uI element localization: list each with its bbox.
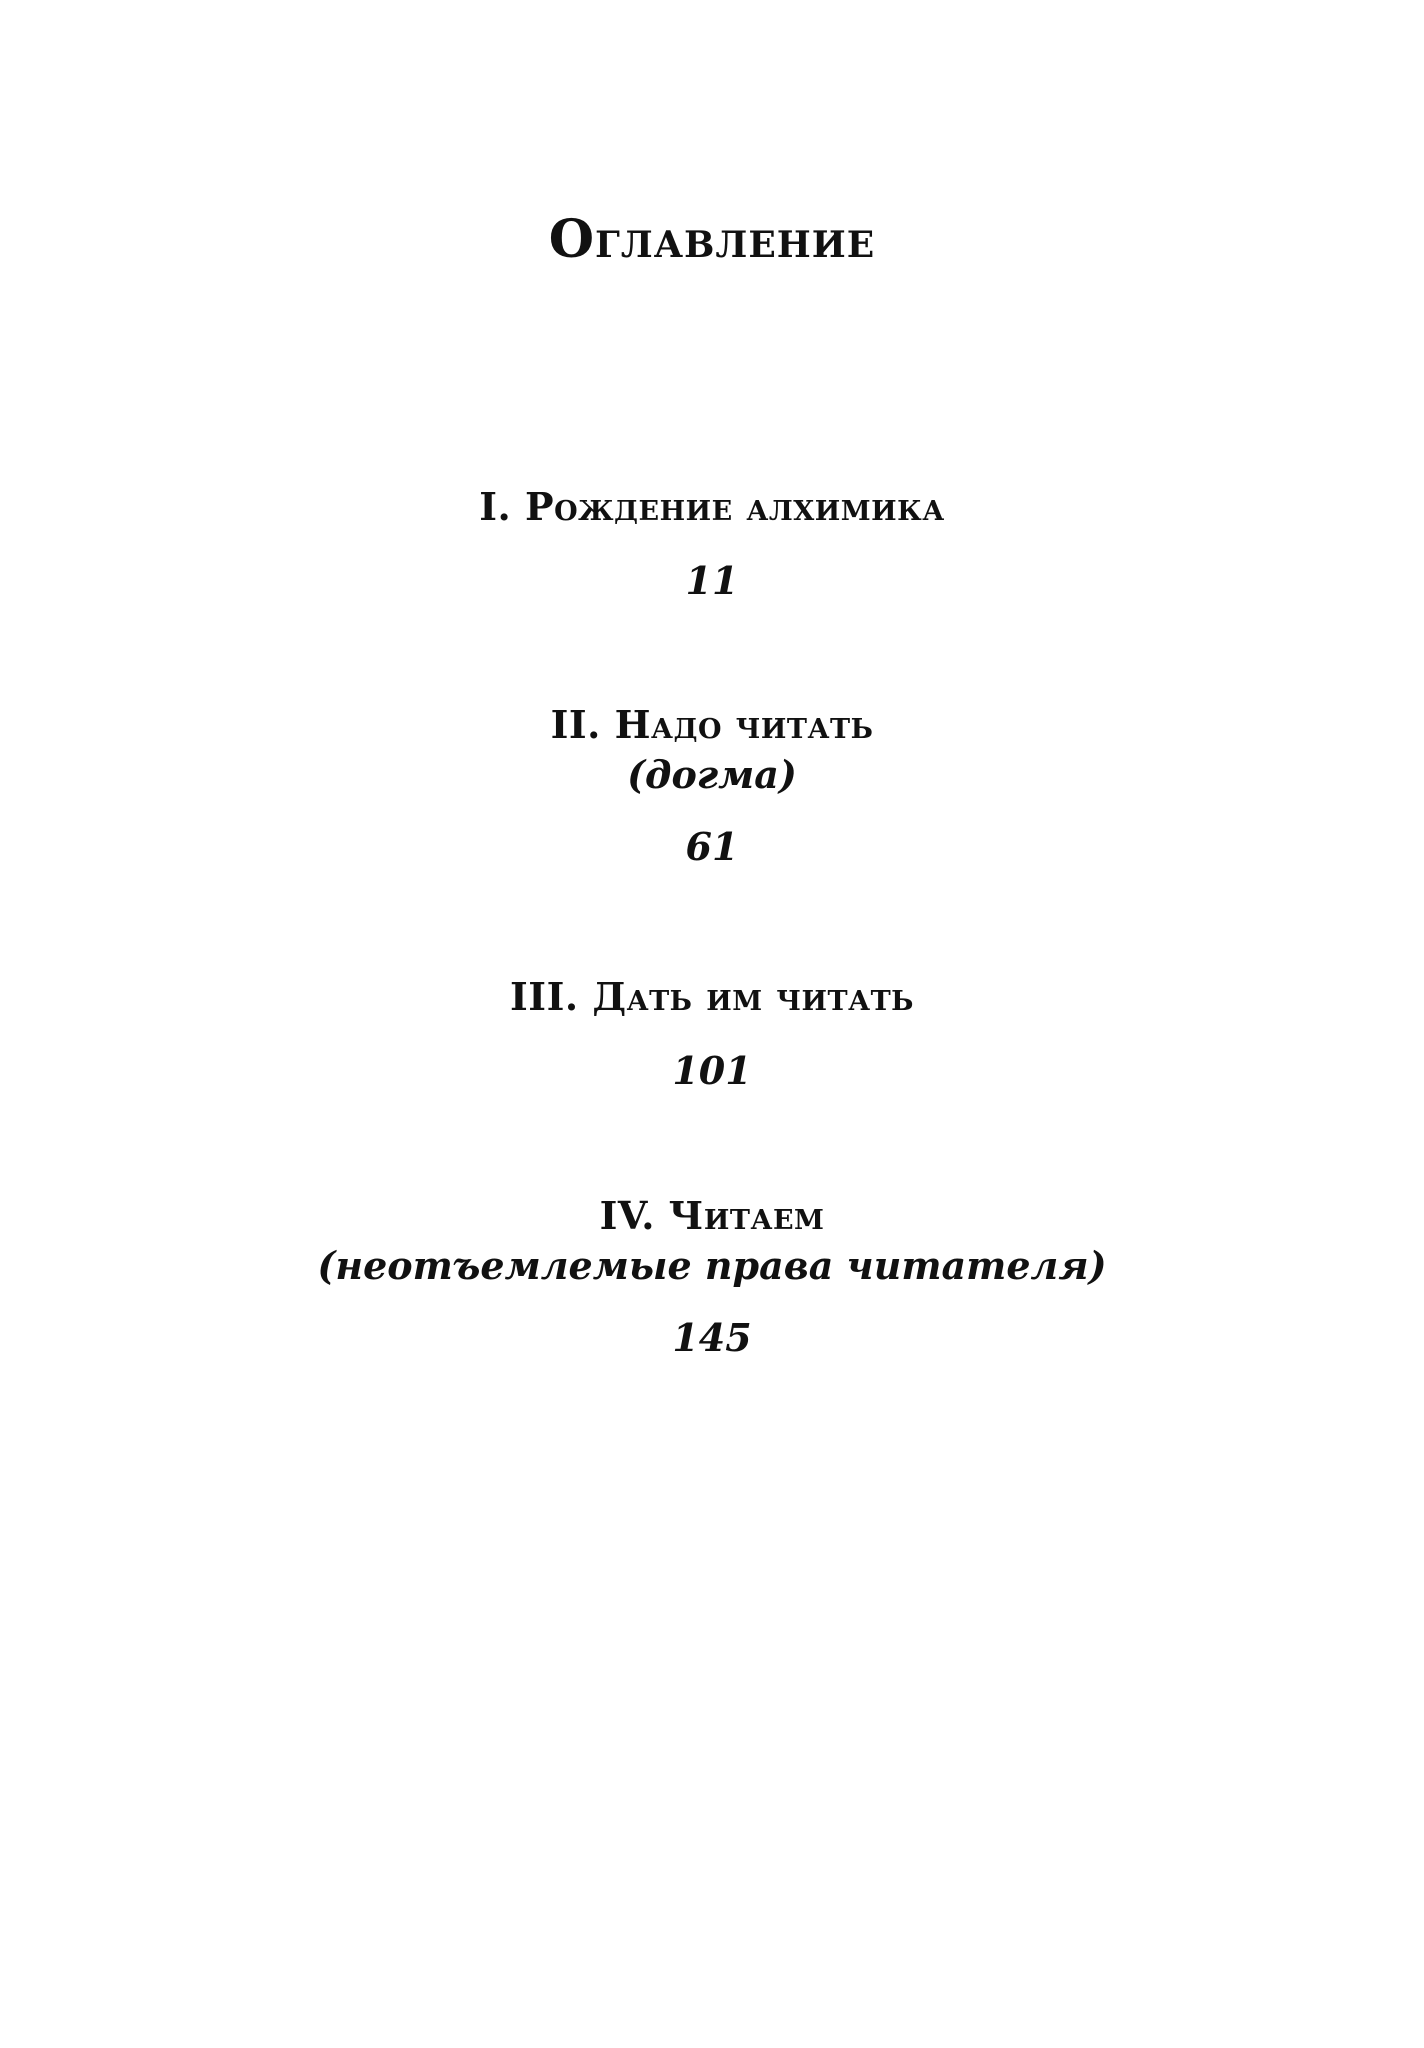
page-title: Оглавление <box>548 209 876 270</box>
toc-entry-title: III. Дать им читать <box>510 974 914 1019</box>
toc-entry <box>0 482 1424 606</box>
toc-entry-title: II. Надо читать <box>550 702 874 747</box>
toc-entry-subtitle: (догма) <box>627 752 797 797</box>
toc-entry-page-number: 11 <box>685 558 739 603</box>
toc-entry-title: I. Рождение алхимика <box>479 484 945 529</box>
toc-entry <box>0 700 1424 872</box>
toc-entry <box>0 1191 1424 1363</box>
toc-entry-subtitle: (неотъемлемые права читателя) <box>317 1243 1107 1288</box>
toc-entry-page-number: 101 <box>672 1048 752 1093</box>
toc-entry-title: IV. Читаем <box>599 1193 825 1238</box>
toc-entry-page-number: 145 <box>672 1315 752 1360</box>
toc-entry-page-number: 61 <box>685 824 739 869</box>
toc-entry <box>0 972 1424 1096</box>
